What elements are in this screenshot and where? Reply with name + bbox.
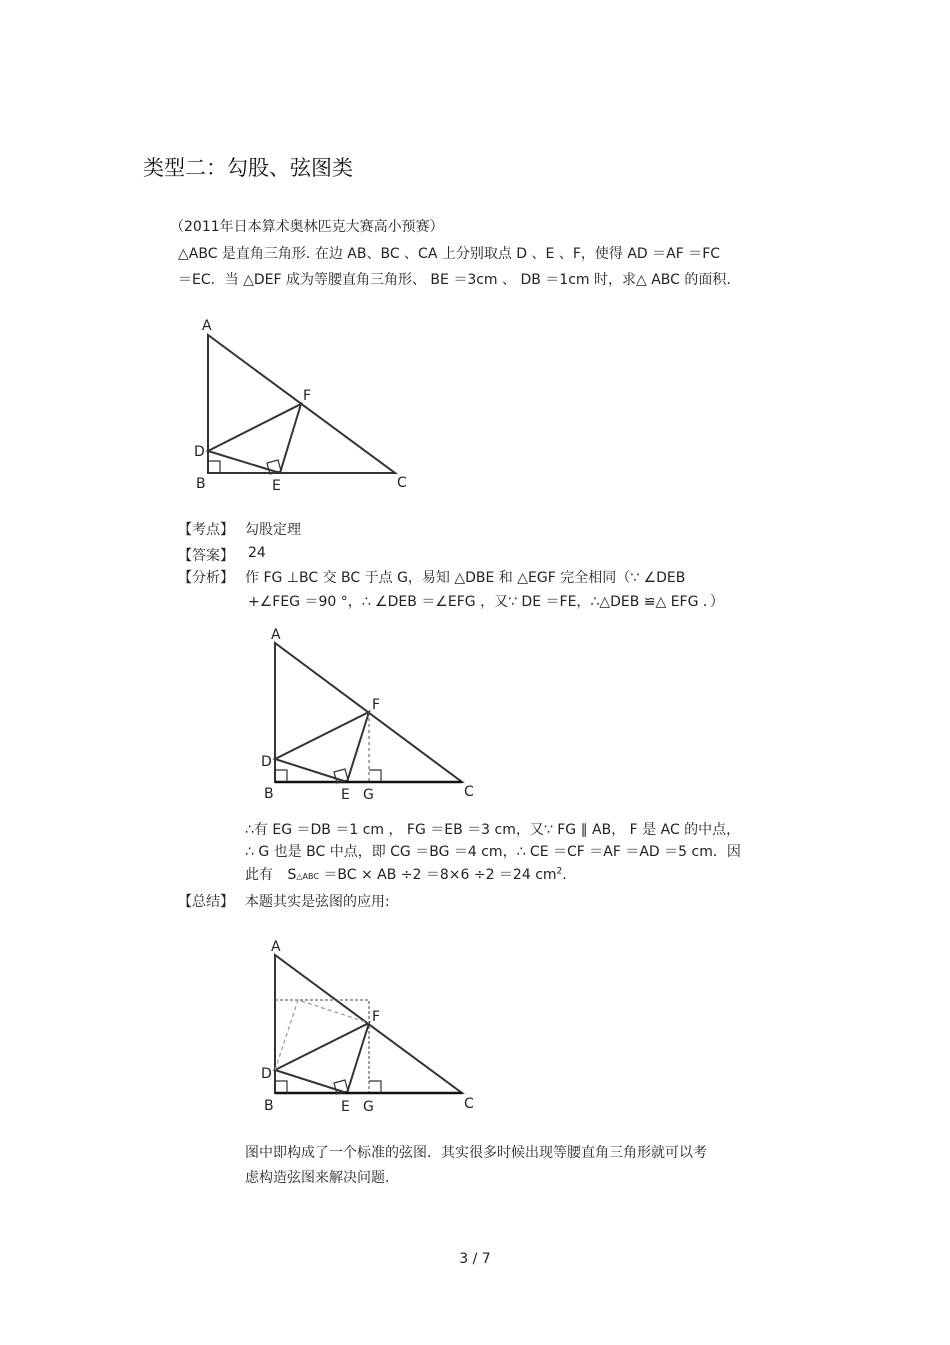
fig2-label-d: D (261, 754, 272, 770)
fig2-label-a: A (271, 627, 281, 643)
fig3-label-d: D (261, 1066, 272, 1082)
area-symbol: S (287, 867, 297, 883)
fig1-label-f: F (303, 388, 312, 404)
fig1-label-b: B (196, 476, 206, 492)
page-number: 3 / 7 (459, 1251, 491, 1267)
fig2-label-b: B (264, 786, 274, 802)
result-prefix: 此有 (245, 867, 273, 883)
fig3-label-a: A (271, 939, 281, 955)
fig3-label-b: B (264, 1098, 274, 1114)
fig2-label-c: C (464, 784, 474, 800)
conclusion-line-1: 图中即构成了一个标准的弦图．其实很多时候出现等腰直角三角形就可以考 (245, 1145, 707, 1161)
kaodian-tag: 【考点】 (178, 522, 234, 538)
figure-2-triangle (255, 623, 485, 808)
fig1-label-c: C (397, 475, 407, 491)
analysis-line-2: +∠FEG ＝90 °，∴ ∠DEB ＝∠EFG ，又∵ DE ＝FE，∴△DEB ≌△ EFG ．） (248, 594, 724, 610)
section-title: 类型二：勾股、弦图类 (143, 156, 353, 180)
answer-text: 24 (248, 545, 266, 561)
fig1-label-d: D (194, 444, 205, 460)
summary-text: 本题其实是弦图的应用: (245, 894, 390, 910)
area-formula: ＝BC × AB ÷2 ＝8×6 ÷2 ＝24 cm (323, 867, 557, 883)
result-end: . (562, 867, 567, 883)
figure-1-triangle (190, 315, 420, 495)
fig2-label-f: F (372, 697, 381, 713)
fig1-label-a: A (202, 318, 212, 334)
kaodian-text: 勾股定理 (245, 522, 301, 538)
problem-line-2: ＝EC．当 △DEF 成为等腰直角三角形、 BE ＝3cm 、 DB ＝1cm 时，求△ ABC 的面积. (178, 272, 731, 288)
fig1-label-e: E (272, 478, 281, 494)
area-unit-exponent: 2 (556, 866, 563, 877)
problem-source: （2011年日本算术奥林匹克大赛高小预赛） (170, 219, 444, 235)
answer-tag: 【答案】 (178, 548, 234, 564)
area-subscript: △ABC (296, 872, 319, 881)
fig3-label-f: F (372, 1009, 381, 1025)
fig2-label-g: G (363, 787, 374, 803)
fig3-label-e: E (341, 1099, 350, 1115)
fig2-label-e: E (341, 787, 350, 803)
summary-tag: 【总结】 (178, 894, 234, 910)
conclusion-line-2: 虑构造弦图来解决问题. (245, 1170, 390, 1186)
problem-line-1: △ABC 是直角三角形. 在边 AB、BC 、CA 上分别取点 D 、E 、F，使得 AD ＝AF ＝FC (178, 246, 721, 262)
analysis-tag: 【分析】 (178, 570, 234, 586)
figure-3-triangle (255, 933, 485, 1118)
analysis-line-1: 作 FG ⊥BC 交 BC 于点 G，易知 △DBE 和 △EGF 完全相同（∵ ∠DEB (245, 570, 686, 586)
result-line-3 (245, 864, 567, 884)
fig3-label-g: G (363, 1099, 374, 1115)
result-line-2: ∴ G 也是 BC 中点，即 CG ＝BG ＝4 cm，∴ CE ＝CF ＝AF ＝AD ＝5 cm．因 (245, 844, 741, 860)
result-line-1: ∴有 EG ＝DB ＝1 cm ， FG ＝EB ＝3 cm，又∵ FG ∥ AB， F 是 AC 的中点， (245, 822, 741, 838)
fig3-label-c: C (464, 1096, 474, 1112)
